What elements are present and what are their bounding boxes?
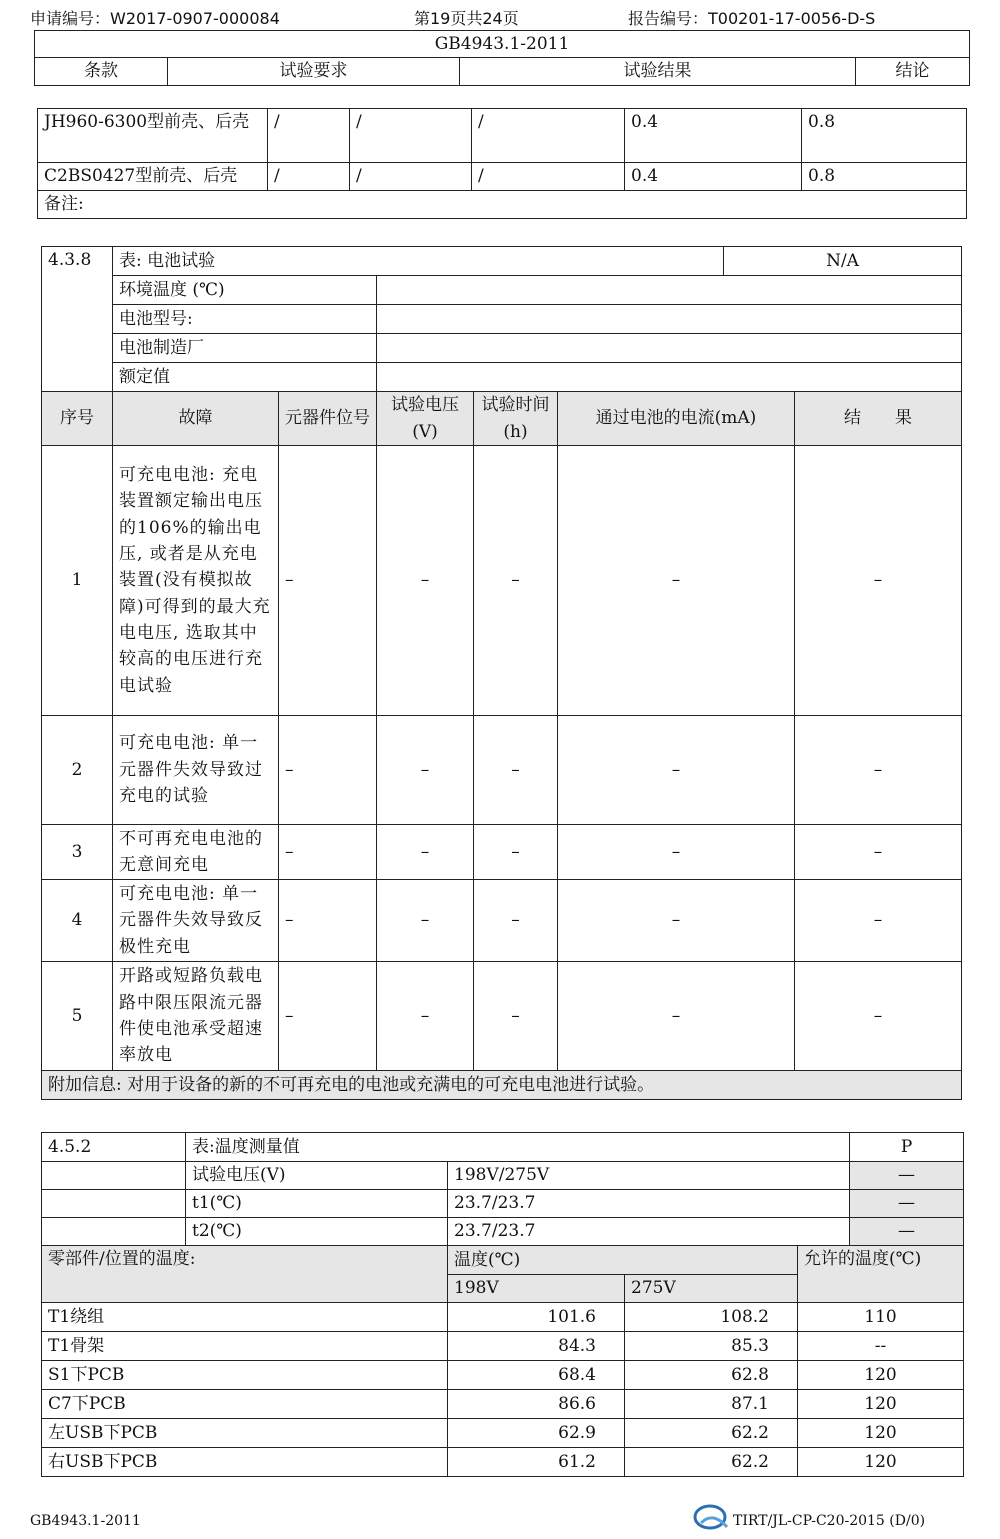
table-cell: 0.4 xyxy=(625,109,802,163)
part-name: T1骨架 xyxy=(42,1332,448,1361)
additional-info: 附加信息: 对用于设备的新的不可再充电的电池或充满电的可充电电池进行试验。 xyxy=(42,1071,962,1100)
battery-maker-value xyxy=(377,334,962,363)
table-cell: – xyxy=(474,716,558,825)
table-cell: – xyxy=(377,880,474,962)
temp-limit: 120 xyxy=(798,1448,964,1477)
table-cell: – xyxy=(377,716,474,825)
env-temp-value xyxy=(377,276,962,305)
table-cell: – xyxy=(474,446,558,716)
col-voltage: 试验电压(V) xyxy=(377,392,474,446)
temp-275: 87.1 xyxy=(625,1390,798,1419)
temp-275: 62.2 xyxy=(625,1448,798,1477)
table-cell: – xyxy=(377,962,474,1071)
table-cell: – xyxy=(474,825,558,880)
temperature-table xyxy=(41,1132,964,1477)
temp-limit: 120 xyxy=(798,1419,964,1448)
param-label: 试验电压(V) xyxy=(186,1162,448,1190)
param-value: 23.7/23.7 xyxy=(448,1218,850,1246)
table-cell: – xyxy=(558,825,795,880)
param-value: 198V/275V xyxy=(448,1162,850,1190)
battery-clause: 4.3.8 xyxy=(42,247,113,392)
param-label: t2(℃) xyxy=(186,1218,448,1246)
enclosure-table xyxy=(37,108,967,219)
col-outcome: 结 果 xyxy=(795,392,962,446)
temp-198: 101.6 xyxy=(448,1303,625,1332)
part-name: S1下PCB xyxy=(42,1361,448,1390)
table-cell: – xyxy=(377,446,474,716)
table-cell: – xyxy=(279,825,377,880)
col-clause: 条款 xyxy=(35,58,168,85)
table-row xyxy=(42,1419,964,1448)
table-row xyxy=(42,1361,964,1390)
blank-cell xyxy=(42,1162,186,1190)
col-temperature: 温度(℃) xyxy=(448,1246,798,1275)
param-mark: — xyxy=(850,1218,964,1246)
col-result: 试验结果 xyxy=(460,58,856,85)
rating-label: 额定值 xyxy=(113,363,377,392)
report-number: 报告编号：T00201-17-0056-D-S xyxy=(628,9,876,28)
table-cell: / xyxy=(350,109,472,163)
table-cell: – xyxy=(795,962,962,1071)
row-number: 2 xyxy=(42,716,113,825)
temp-275: 85.3 xyxy=(625,1332,798,1361)
temp-limit: -- xyxy=(798,1332,964,1361)
blank-cell xyxy=(42,1190,186,1218)
table-row xyxy=(42,716,962,825)
temp-clause: 4.5.2 xyxy=(42,1133,186,1162)
col-verdict: 结论 xyxy=(856,58,970,85)
table-cell: – xyxy=(279,962,377,1071)
col-component: 元器件位号 xyxy=(279,392,377,446)
fault-description: 可充电电池: 充电装置额定输出电压的106%的输出电压, 或者是从充电装置(没有模拟故障)可得到的最大充电电压, 选取其中较高的电压进行充电试验 xyxy=(113,446,279,716)
col-seq: 序号 xyxy=(42,392,113,446)
table-cell: / xyxy=(472,109,625,163)
temp-limit: 120 xyxy=(798,1390,964,1419)
part-name: T1绕组 xyxy=(42,1303,448,1332)
table-cell: / xyxy=(472,163,625,191)
table-cell: – xyxy=(474,962,558,1071)
table-cell: – xyxy=(795,716,962,825)
table-row xyxy=(42,962,962,1071)
remark: 备注: xyxy=(38,191,967,219)
blank-cell xyxy=(42,1218,186,1246)
footer-standard: GB4943.1-2011 xyxy=(30,1513,141,1529)
table-cell: 0.8 xyxy=(802,109,967,163)
fault-description: 可充电电池: 单一元器件失效导致反极性充电 xyxy=(113,880,279,962)
fault-description: 开路或短路负载电路中限压限流元器件使电池承受超速率放电 xyxy=(113,962,279,1071)
table-row-name: C2BS0427型前壳、后壳 xyxy=(38,163,268,191)
table-cell: – xyxy=(558,962,795,1071)
param-value: 23.7/23.7 xyxy=(448,1190,850,1218)
temp-275: 62.2 xyxy=(625,1419,798,1448)
table-cell: – xyxy=(377,825,474,880)
table-cell: – xyxy=(795,825,962,880)
row-number: 1 xyxy=(42,446,113,716)
param-label: t1(℃) xyxy=(186,1190,448,1218)
row-number: 4 xyxy=(42,880,113,962)
page-number: 第19页共24页 xyxy=(414,9,519,28)
col-time: 试验时间(h) xyxy=(474,392,558,446)
company-logo-icon xyxy=(693,1503,729,1531)
col-198v: 198V xyxy=(448,1275,625,1303)
temp-275: 62.8 xyxy=(625,1361,798,1390)
fault-description: 可充电电池: 单一元器件失效导致过充电的试验 xyxy=(113,716,279,825)
header-table xyxy=(34,30,970,86)
table-cell: / xyxy=(268,163,350,191)
col-allowed: 允许的温度(℃) xyxy=(798,1246,964,1303)
table-row xyxy=(42,1332,964,1361)
temp-verdict: P xyxy=(850,1133,964,1162)
table-cell: / xyxy=(268,109,350,163)
table-row xyxy=(42,1303,964,1332)
battery-test-table xyxy=(41,246,962,1100)
battery-model-label: 电池型号: xyxy=(113,305,377,334)
table-cell: – xyxy=(558,446,795,716)
temp-198: 61.2 xyxy=(448,1448,625,1477)
param-mark: — xyxy=(850,1190,964,1218)
env-temp-label: 环境温度 (℃) xyxy=(113,276,377,305)
temp-275: 108.2 xyxy=(625,1303,798,1332)
row-number: 5 xyxy=(42,962,113,1071)
table-cell: – xyxy=(558,880,795,962)
temp-198: 84.3 xyxy=(448,1332,625,1361)
battery-verdict: N/A xyxy=(724,247,962,276)
table-cell: – xyxy=(795,880,962,962)
temp-limit: 120 xyxy=(798,1361,964,1390)
param-mark: — xyxy=(850,1162,964,1190)
rating-value xyxy=(377,363,962,392)
table-cell: 0.8 xyxy=(802,163,967,191)
temp-table-title: 表:温度测量值 xyxy=(186,1133,850,1162)
table-cell: – xyxy=(279,716,377,825)
part-name: 右USB下PCB xyxy=(42,1448,448,1477)
col-requirement: 试验要求 xyxy=(168,58,460,85)
table-cell: – xyxy=(279,880,377,962)
table-row xyxy=(42,825,962,880)
part-name: C7下PCB xyxy=(42,1390,448,1419)
table-row xyxy=(42,880,962,962)
table-row xyxy=(42,1448,964,1477)
table-cell: – xyxy=(558,716,795,825)
table-cell: – xyxy=(279,446,377,716)
table-cell: / xyxy=(350,163,472,191)
row-number: 3 xyxy=(42,825,113,880)
fault-description: 不可再充电电池的无意间充电 xyxy=(113,825,279,880)
battery-table-title: 表: 电池试验 xyxy=(113,247,724,276)
footer-form-code: TIRT/JL-CP-C20-2015 (D/0) xyxy=(733,1513,926,1529)
table-row-name: JH960-6300型前壳、后壳 xyxy=(38,109,268,163)
battery-model-value xyxy=(377,305,962,334)
temp-198: 68.4 xyxy=(448,1361,625,1390)
temp-limit: 110 xyxy=(798,1303,964,1332)
application-number: 申请编号：W2017-0907-000084 xyxy=(30,9,280,28)
table-cell: – xyxy=(474,880,558,962)
temp-198: 86.6 xyxy=(448,1390,625,1419)
battery-maker-label: 电池制造厂 xyxy=(113,334,377,363)
col-part: 零部件/位置的温度: xyxy=(42,1246,448,1303)
table-cell: 0.4 xyxy=(625,163,802,191)
table-row xyxy=(42,446,962,716)
table-row xyxy=(42,1390,964,1419)
col-current: 通过电池的电流(mA) xyxy=(558,392,795,446)
table-cell: – xyxy=(795,446,962,716)
standard-title: GB4943.1-2011 xyxy=(35,31,970,58)
col-fault: 故障 xyxy=(113,392,279,446)
part-name: 左USB下PCB xyxy=(42,1419,448,1448)
col-275v: 275V xyxy=(625,1275,798,1303)
temp-198: 62.9 xyxy=(448,1419,625,1448)
